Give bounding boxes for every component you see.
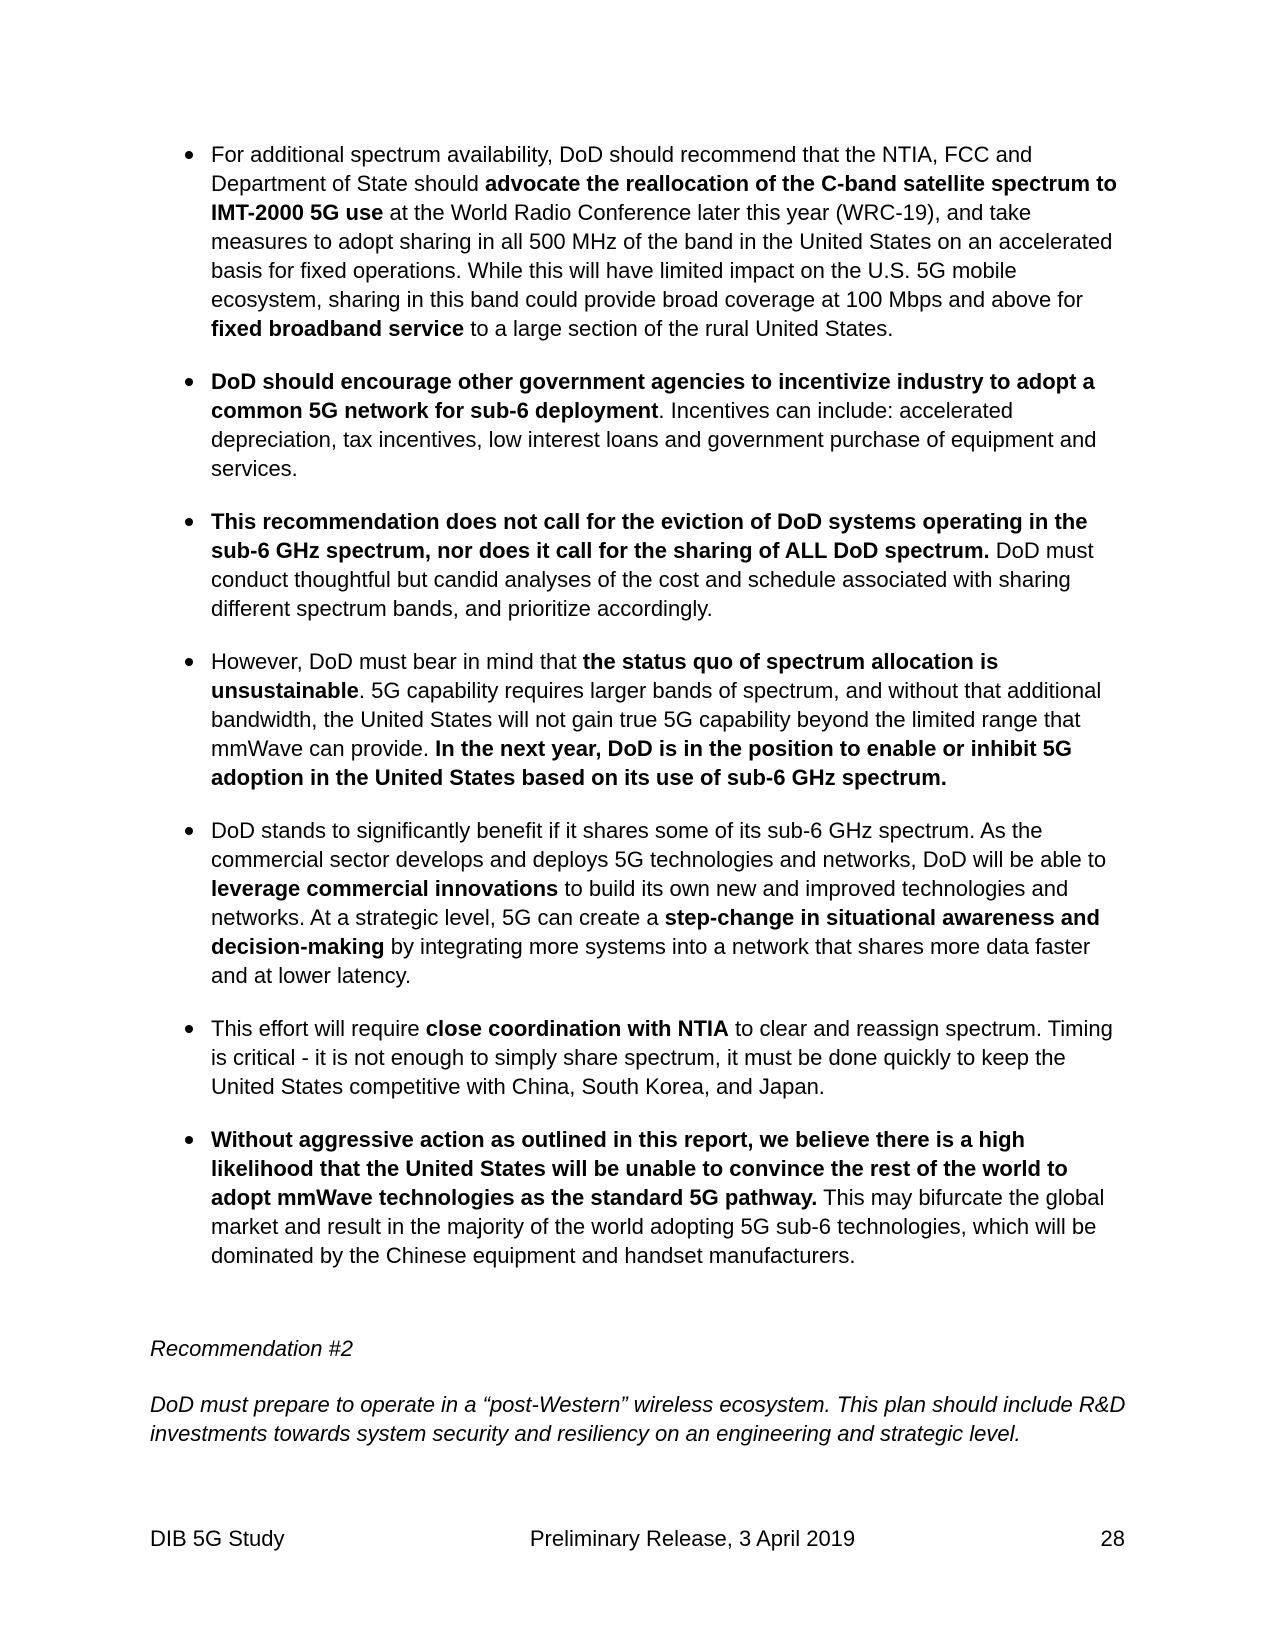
- bullet-dot-icon: [150, 1014, 211, 1033]
- recommendation-heading: Recommendation #2: [150, 1336, 354, 1361]
- bullet-text: However, DoD must bear in mind that the status quo of spectrum allocation is unsustainable. 5G capability requires larger bands of spectrum, and without that additional bandwidth, the United States will not gain true 5G capability beyond the limited range that mmWave can provide. In the next year, DoD is in the position to enable or inhibit 5G adoption in the United States based on its use of sub-6 GHz spectrum.: [211, 649, 1102, 790]
- bullet-dot-icon: [150, 1125, 211, 1144]
- footer-page-number: 28: [1100, 1526, 1125, 1551]
- bullet-dot-icon: [150, 647, 211, 666]
- bullet-item: [150, 647, 1125, 792]
- page-footer: [150, 1524, 1125, 1553]
- bullet-item: [150, 367, 1125, 483]
- page-body: [150, 140, 1125, 1448]
- bullet-dot-icon: [150, 367, 211, 386]
- bullet-item: [150, 1014, 1125, 1101]
- bullet-item: [150, 507, 1125, 623]
- footer-release-info: Preliminary Release, 3 April 2019: [529, 1526, 856, 1551]
- bullet-item: [150, 140, 1125, 343]
- bullet-text: DoD stands to significantly benefit if it shares some of its sub-6 GHz spectrum. As the commercial sector develops and deploys 5G technologies and networks, DoD will be able to leverage commercial innovations to build its own new and improved technologies and networks. At a strategic level, 5G can create a step-change in situational awareness and decision-making by integrating more systems into a network that shares more data faster and at lower latency.: [211, 818, 1107, 988]
- bullet-text: DoD should encourage other government agencies to incentivize industry to adopt a common 5G network for sub-6 deployment. Incentives can include: accelerated depreciation, tax incentives, low interest loans and government purchase of equipment and services.: [211, 369, 1097, 481]
- bullet-text: This recommendation does not call for the eviction of DoD systems operating in the sub-6 GHz spectrum, nor does it call for the sharing of ALL DoD spectrum. DoD must conduct thoughtful but candid analyses of the cost and schedule associated with sharing different spectrum bands, and prioritize accordingly.: [211, 509, 1094, 621]
- bullet-dot-icon: [150, 140, 211, 159]
- footer-doc-title: DIB 5G Study: [150, 1526, 285, 1551]
- bullet-item: [150, 1125, 1125, 1270]
- bullet-dot-icon: [150, 816, 211, 835]
- bullet-list: [150, 140, 1125, 1270]
- recommendation-body: DoD must prepare to operate in a “post-Western” wireless ecosystem. This plan should include R&D investments towards system security and resiliency on an engineering and strategic level.: [150, 1392, 1126, 1446]
- bullet-text: This effort will require close coordination with NTIA to clear and reassign spectrum. Timing is critical - it is not enough to simply share spectrum, it must be done quickly to keep the United States competitive with China, South Korea, and Japan.: [211, 1016, 1113, 1099]
- bullet-item: [150, 816, 1125, 990]
- bullet-text: Without aggressive action as outlined in this report, we believe there is a high likelihood that the United States will be unable to convince the rest of the world to adopt mmWave technologies as the standard 5G pathway. This may bifurcate the global market and result in the majority of the world adopting 5G sub-6 technologies, which will be dominated by the Chinese equipment and handset manufacturers.: [211, 1127, 1105, 1268]
- bullet-dot-icon: [150, 507, 211, 526]
- bullet-text: For additional spectrum availability, DoD should recommend that the NTIA, FCC and Department of State should advocate the reallocation of the C-band satellite spectrum to IMT-2000 5G use at the World Radio Conference later this year (WRC-19), and take measures to adopt sharing in all 500 MHz of the band in the United States on an accelerated basis for fixed operations. While this will have limited impact on the U.S. 5G mobile ecosystem, sharing in this band could provide broad coverage at 100 Mbps and above for fixed broadband service to a large section of the rural United States.: [211, 142, 1117, 341]
